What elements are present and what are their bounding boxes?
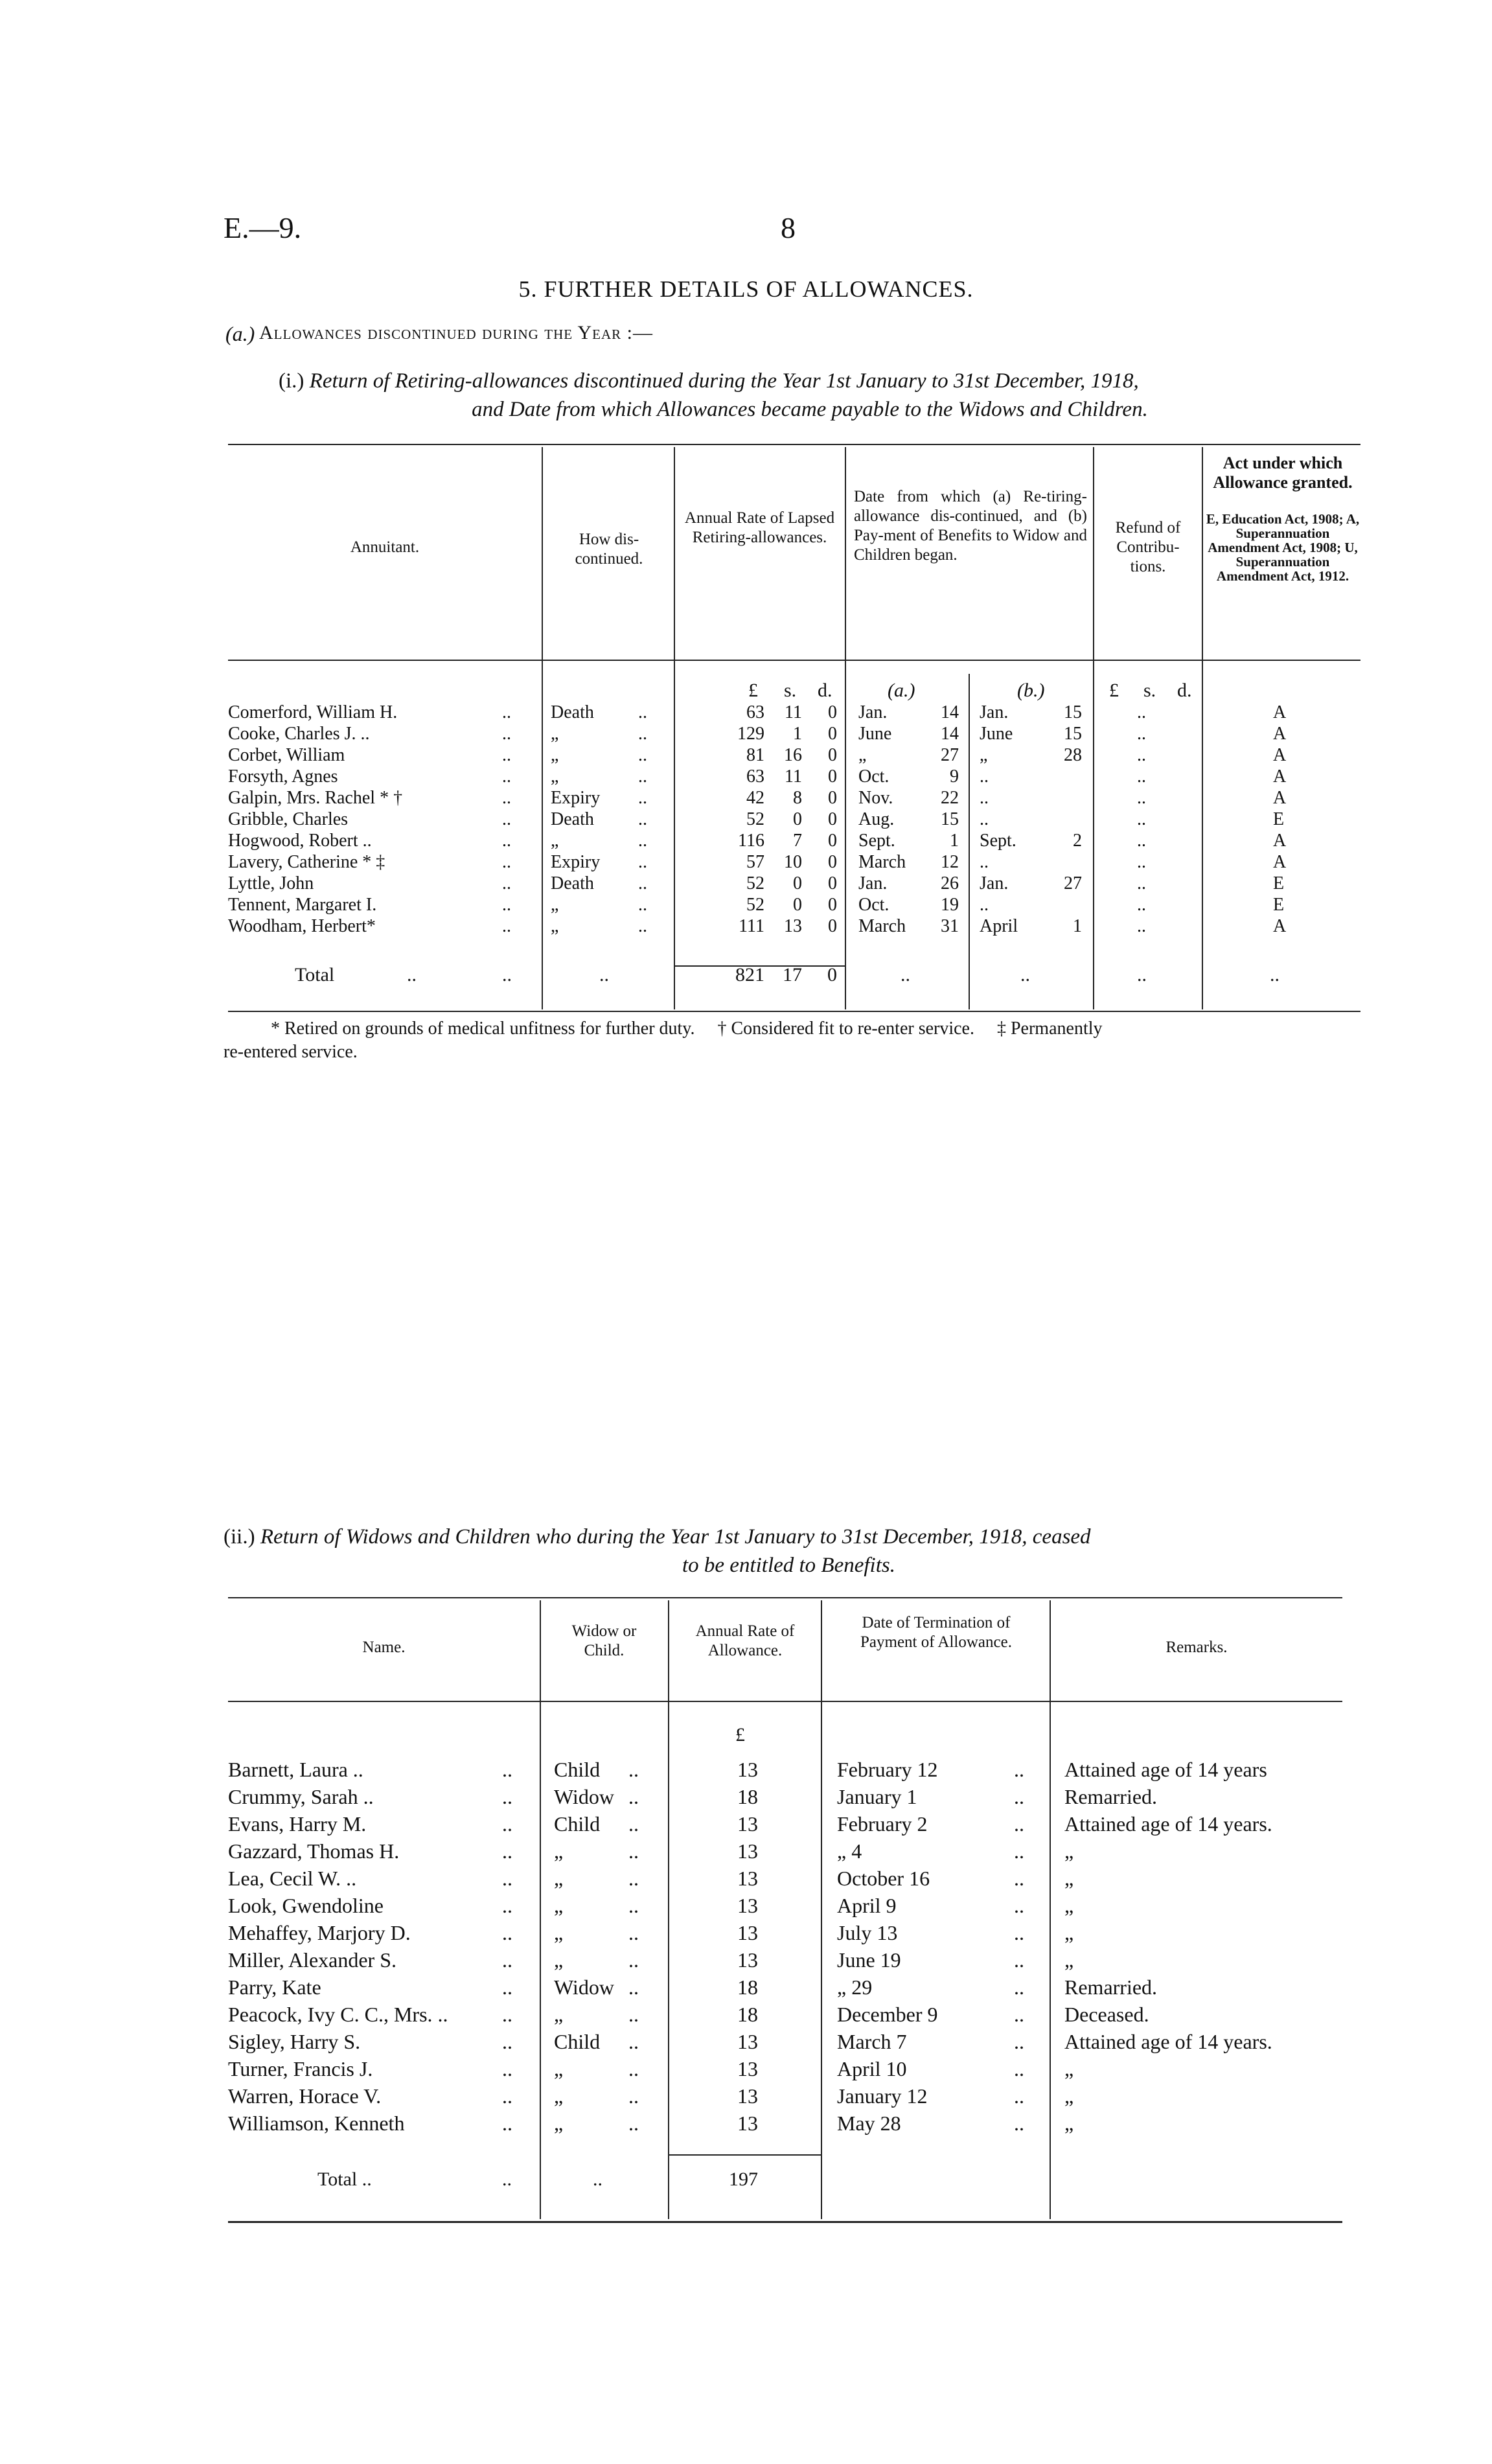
annual-shillings: 7	[793, 831, 802, 851]
how-discontinued: Expiry	[551, 852, 601, 872]
date-b-month: ..	[980, 809, 989, 829]
t1-total-how: ..	[599, 964, 609, 985]
t1-total-pence: 0	[827, 964, 837, 985]
widow-or-child: Child	[554, 1758, 601, 1781]
person-name: Gazzard, Thomas H.	[228, 1839, 400, 1863]
person-name: Lea, Cecil W. ..	[228, 1867, 357, 1890]
t2-total-wc: ..	[593, 2169, 603, 2190]
table2-caption-label: (ii.)	[224, 1525, 255, 1549]
table2-row: Miller, Alexander S. .. „ .. 13 June 19 .. „	[0, 1946, 1492, 1974]
termination-date: April 10	[837, 2057, 907, 2080]
how-discontinued: Death	[551, 873, 594, 893]
remarks: Attained age of 14 years	[1064, 1758, 1267, 1781]
date-a-day: 9	[950, 766, 959, 787]
table1-row: Lavery, Catherine * ‡ .. Expiry .. 57 10 0 March 12 .. .. A	[228, 852, 1287, 872]
date-b-month: ..	[980, 852, 989, 872]
act-code: A	[1273, 852, 1287, 872]
widow-or-child: „	[554, 1894, 564, 1917]
page-number: 8	[781, 211, 796, 244]
act-code: A	[1273, 788, 1287, 808]
annuitant-name: Galpin, Mrs. Rachel * †	[228, 788, 403, 808]
t1-unit-pound: £	[748, 680, 758, 701]
date-a-month: Sept.	[858, 831, 895, 851]
t2-header-remarks: Remarks.	[1165, 1639, 1228, 1656]
remarks: „	[1064, 1894, 1074, 1917]
person-name: Miller, Alexander S.	[228, 1948, 396, 1972]
date-b-day: 27	[1064, 873, 1082, 893]
annual-shillings: 16	[784, 745, 802, 765]
remarks: Attained age of 14 years.	[1064, 2030, 1272, 2053]
annual-amount: 13	[737, 1894, 758, 1917]
t1-footnote-1: * Retired on grounds of medical unfitness for further duty. † Considered fit to re-enter service. ‡ Permanently	[271, 1019, 1103, 1039]
how-discontinued: Expiry	[551, 788, 601, 808]
annual-shillings: 0	[793, 895, 802, 915]
annual-amount: 13	[737, 2112, 758, 2135]
table2-row: Evans, Harry M. .. Child .. 13 February 2 .. Attained age of 14 years.	[0, 1810, 1492, 1837]
date-b-month: June	[980, 724, 1013, 744]
date-b-month: Jan.	[980, 702, 1009, 722]
annual-pence: 0	[828, 831, 837, 851]
t1-total-act: ..	[1270, 964, 1280, 985]
t1-unit-refund-pence: d.	[1177, 680, 1192, 701]
how-discontinued: „	[551, 895, 559, 915]
annuitant-name: Woodham, Herbert*	[228, 916, 376, 936]
t1-header-date: Date from which (a) Re-tiring-allowance dis-continued, and (b) Pay-ment of Benefits to Widow and Children began.	[854, 488, 1087, 564]
annual-amount: 13	[737, 1839, 758, 1863]
termination-date: May 28	[837, 2112, 901, 2135]
person-name: Parry, Kate	[228, 1975, 321, 1999]
how-discontinued: „	[551, 724, 559, 744]
annual-pounds: 52	[746, 873, 764, 893]
table1-row: Corbet, William .. „ .. 81 16 0 „ 27 „ 28 .. A	[228, 745, 1287, 765]
t1-total-pounds: 821	[735, 964, 764, 985]
t2-header-widow: Widow or Child.	[571, 1622, 637, 1659]
t2-unit-pound: £	[735, 1724, 745, 1745]
annual-pounds: 129	[737, 724, 764, 744]
remarks: Remarried.	[1064, 1975, 1158, 1999]
t2-header-date: Date of Termination of Payment of Allowance.	[860, 1614, 1012, 1651]
annual-amount: 18	[737, 1975, 758, 1999]
subsection-a-text: Allowances discontinued during the Year :—	[259, 322, 654, 343]
annuitant-name: Cooke, Charles J. ..	[228, 724, 370, 744]
refund: ..	[1137, 895, 1146, 915]
annual-shillings: 13	[784, 916, 802, 936]
remarks: „	[1064, 2057, 1074, 2080]
date-b-day: 28	[1064, 745, 1082, 765]
annual-pence: 0	[828, 724, 837, 744]
table1-row: Galpin, Mrs. Rachel * † .. Expiry .. 42 8 0 Nov. 22 .. .. A	[228, 788, 1287, 808]
date-a-day: 12	[941, 852, 959, 872]
date-b-day: 15	[1064, 724, 1082, 744]
t1-total-row: Total .. .. .. 821 17 0 .. .. .. ..	[0, 962, 1492, 988]
table2-row: Parry, Kate .. Widow .. 18 „ 29 .. Remarried.	[0, 1974, 1492, 2001]
termination-date: January 12	[837, 2084, 928, 2108]
t1-total-label: Total	[295, 964, 335, 985]
section-title: 5. FURTHER DETAILS OF ALLOWANCES.	[518, 276, 974, 302]
annual-shillings: 1	[793, 724, 802, 744]
widow-or-child: „	[554, 2003, 564, 2026]
date-a-day: 22	[941, 788, 959, 808]
table2-row: Sigley, Harry S. .. Child .. 13 March 7 .. Attained age of 14 years.	[0, 2028, 1492, 2055]
table2-row: Crummy, Sarah .. .. Widow .. 18 January 1 .. Remarried.	[0, 1783, 1492, 1810]
t1-unit-refund-pound: £	[1109, 680, 1119, 701]
t1-footnote-2: re-entered service.	[224, 1042, 358, 1062]
annual-pounds: 81	[746, 745, 764, 765]
annual-pence: 0	[828, 873, 837, 893]
annual-pence: 0	[828, 702, 837, 722]
how-discontinued: „	[551, 766, 559, 787]
how-discontinued: „	[551, 831, 559, 851]
date-b-month: Sept.	[980, 831, 1016, 851]
table1-row: Hogwood, Robert .. .. „ .. 116 7 0 Sept. 1 Sept. 2 .. A	[228, 831, 1287, 851]
how-discontinued: „	[551, 916, 559, 936]
annual-pence: 0	[828, 916, 837, 936]
annual-pounds: 52	[746, 809, 764, 829]
termination-date: February 2	[837, 1812, 928, 1836]
table2-row: Peacock, Ivy C. C., Mrs. .. .. „ .. 18 December 9 .. Deceased.	[0, 2001, 1492, 2028]
act-code: E	[1273, 809, 1285, 829]
date-a-month: Jan.	[858, 702, 888, 722]
annual-pounds: 116	[738, 831, 764, 851]
widow-or-child: „	[554, 2112, 564, 2135]
table2-caption-line2: to be entitled to Benefits.	[682, 1554, 895, 1577]
t2-header-annual: Annual Rate of Allowance.	[695, 1622, 795, 1659]
remarks: „	[1064, 1948, 1074, 1972]
t1-header-annual: Annual Rate of Lapsed Retiring-allowances.	[684, 509, 835, 546]
annual-shillings: 11	[785, 702, 802, 722]
person-name: Barnett, Laura ..	[228, 1758, 363, 1781]
annual-pence: 0	[828, 745, 837, 765]
table1-row: Lyttle, John .. Death .. 52 0 0 Jan. 26 Jan. 27 .. E	[228, 873, 1285, 893]
termination-date: „ 29	[837, 1975, 873, 1999]
date-a-month: Aug.	[858, 809, 895, 829]
refund: ..	[1137, 852, 1146, 872]
annual-amount: 13	[737, 1758, 758, 1781]
table2-row: Gazzard, Thomas H. .. „ .. 13 „ 4 .. „	[0, 1837, 1492, 1865]
act-code: A	[1273, 766, 1287, 787]
t1-header-how: How dis-continued.	[575, 531, 643, 568]
act-code: A	[1273, 745, 1287, 765]
table2-row: Williamson, Kenneth .. „ .. 13 May 28 .. „	[0, 2110, 1492, 2137]
date-b-day: 2	[1073, 831, 1082, 851]
annual-shillings: 11	[785, 766, 802, 787]
annual-amount: 18	[737, 1785, 758, 1808]
annual-shillings: 0	[793, 809, 802, 829]
date-a-day: 14	[941, 724, 959, 744]
date-a-month: Nov.	[858, 788, 893, 808]
t2-total-amount: 197	[729, 2169, 758, 2190]
widow-or-child: „	[554, 1839, 564, 1863]
remarks: „	[1064, 1867, 1074, 1890]
how-discontinued: „	[551, 745, 559, 765]
remarks: „	[1064, 1839, 1074, 1863]
person-name: Sigley, Harry S.	[228, 2030, 361, 2053]
termination-date: March 7	[837, 2030, 907, 2053]
widow-or-child: Widow	[554, 1975, 614, 1999]
annual-shillings: 10	[784, 852, 802, 872]
person-name: Peacock, Ivy C. C., Mrs. ..	[228, 2003, 448, 2026]
date-a-month: March	[858, 916, 906, 936]
date-b-month: ..	[980, 895, 989, 915]
termination-date: „ 4	[837, 1839, 862, 1863]
date-a-month: March	[858, 852, 906, 872]
annual-amount: 13	[737, 1948, 758, 1972]
table1-caption-line2: and Date from which Allowances became payable to the Widows and Children.	[472, 398, 1148, 421]
refund: ..	[1137, 724, 1146, 744]
t2-unit-row	[0, 1722, 1492, 1748]
termination-date: June 19	[837, 1948, 901, 1972]
table2-row: Mehaffey, Marjory D. .. „ .. 13 July 13 .. „	[0, 1919, 1492, 1946]
widow-or-child: Child	[554, 1812, 601, 1836]
annuitant-name: Tennent, Margaret I.	[228, 895, 377, 915]
remarks: „	[1064, 2112, 1074, 2135]
annual-pounds: 63	[746, 702, 764, 722]
termination-date: October 16	[837, 1867, 930, 1890]
person-name: Mehaffey, Marjory D.	[228, 1921, 411, 1944]
annuitant-name: Gribble, Charles	[228, 809, 349, 829]
table1-caption-label: (i.)	[279, 369, 304, 393]
termination-date: January 1	[837, 1785, 917, 1808]
remarks: Attained age of 14 years.	[1064, 1812, 1272, 1836]
annual-pence: 0	[828, 852, 837, 872]
remarks: Remarried.	[1064, 1785, 1158, 1808]
t2-total-row: Total .. .. .. 197	[0, 2167, 1492, 2193]
person-name: Turner, Francis J.	[228, 2057, 373, 2080]
refund: ..	[1137, 831, 1146, 851]
table1-row: Woodham, Herbert* .. „ .. 111 13 0 March 31 April 1 .. A	[228, 916, 1287, 936]
widow-or-child: Widow	[554, 1785, 614, 1808]
t1-total-refund: ..	[1137, 964, 1147, 985]
annual-shillings: 8	[793, 788, 802, 808]
refund: ..	[1137, 873, 1146, 893]
how-discontinued: Death	[551, 702, 594, 722]
page-code: E.—9.	[224, 211, 302, 244]
person-name: Warren, Horace V.	[228, 2084, 382, 2108]
t2-total-label: Total ..	[317, 2169, 372, 2190]
table1-row: Gribble, Charles .. Death .. 52 0 0 Aug. 15 .. .. E	[228, 809, 1285, 829]
date-b-month: Jan.	[980, 873, 1009, 893]
termination-date: December 9	[837, 2003, 938, 2026]
annual-pence: 0	[828, 766, 837, 787]
t1-unit-col-a: (a.)	[888, 680, 915, 701]
person-name: Crummy, Sarah ..	[228, 1785, 374, 1808]
termination-date: July 13	[837, 1921, 898, 1944]
widow-or-child: „	[554, 2084, 564, 2108]
date-a-day: 27	[941, 745, 959, 765]
act-code: E	[1273, 873, 1285, 893]
annuitant-name: Lavery, Catherine * ‡	[228, 852, 385, 872]
refund: ..	[1137, 766, 1146, 787]
t1-header-act-detail: E, Education Act, 1908; A, Superannuation Amendment Act, 1908; U, Superannuation Amendment Act, 1912.	[1206, 511, 1360, 584]
annual-amount: 13	[737, 1867, 758, 1890]
annuitant-name: Forsyth, Agnes	[228, 766, 338, 787]
how-discontinued: Death	[551, 809, 594, 829]
annual-amount: 13	[737, 1921, 758, 1944]
refund: ..	[1137, 916, 1146, 936]
table2-row: Lea, Cecil W. .. .. „ .. 13 October 16 .. „	[0, 1865, 1492, 1892]
t1-unit-refund-shilling: s.	[1143, 680, 1156, 701]
annual-pence: 0	[828, 809, 837, 829]
annual-shillings: 0	[793, 873, 802, 893]
widow-or-child: „	[554, 2057, 564, 2080]
refund: ..	[1137, 745, 1146, 765]
person-name: Look, Gwendoline	[228, 1894, 384, 1917]
date-a-day: 1	[950, 831, 959, 851]
termination-date: February 12	[837, 1758, 938, 1781]
t2-header-name: Name.	[362, 1639, 406, 1656]
annual-pounds: 63	[746, 766, 764, 787]
date-a-day: 31	[941, 916, 959, 936]
t1-header-annuitant: Annuitant.	[350, 538, 420, 556]
t1-total-shillings: 17	[783, 964, 802, 985]
date-b-month: ..	[980, 766, 989, 787]
remarks: Deceased.	[1064, 2003, 1149, 2026]
annual-pence: 0	[828, 895, 837, 915]
annual-amount: 13	[737, 1812, 758, 1836]
annual-pounds: 42	[746, 788, 764, 808]
widow-or-child: „	[554, 1921, 564, 1944]
table2-row: Look, Gwendoline .. „ .. 13 April 9 .. „	[0, 1892, 1492, 1919]
table1-row: Cooke, Charles J. .. .. „ .. 129 1 0 June 14 June 15 .. A	[228, 724, 1287, 744]
t1-unit-shilling: s.	[784, 680, 797, 701]
date-b-day: 15	[1064, 702, 1082, 722]
subsection-a-label: (a.)	[225, 322, 255, 345]
annual-pence: 0	[828, 788, 837, 808]
widow-or-child: „	[554, 1867, 564, 1890]
t1-header-refund: Refund of Contribu-tions.	[1115, 519, 1181, 575]
act-code: A	[1273, 724, 1287, 744]
table1-row: Comerford, William H. .. Death .. 63 11 0 Jan. 14 Jan. 15 .. A	[228, 702, 1287, 722]
annual-amount: 18	[737, 2003, 758, 2026]
date-a-month: Jan.	[858, 873, 888, 893]
widow-or-child: Child	[554, 2030, 601, 2053]
act-code: A	[1273, 831, 1287, 851]
annuitant-name: Lyttle, John	[228, 873, 314, 893]
t1-unit-col-b: (b.)	[1017, 680, 1045, 701]
act-code: A	[1273, 916, 1287, 936]
table2-caption-line1: Return of Widows and Children who during the Year 1st January to 31st December, 1918, ceased	[260, 1525, 1091, 1549]
annuitant-name: Comerford, William H.	[228, 702, 398, 722]
act-code: A	[1273, 702, 1287, 722]
annuitant-name: Corbet, William	[228, 745, 345, 765]
date-a-month: „	[858, 745, 867, 765]
date-b-day: 1	[1073, 916, 1082, 936]
table1-row: Tennent, Margaret I. .. „ .. 52 0 0 Oct. 19 .. .. E	[228, 895, 1285, 915]
t1-total-b: ..	[1020, 964, 1030, 985]
annual-pounds: 57	[746, 852, 764, 872]
date-a-month: Oct.	[858, 895, 889, 915]
date-b-month: ..	[980, 788, 989, 808]
date-a-day: 14	[941, 702, 959, 722]
table2-row: Turner, Francis J. .. „ .. 13 April 10 .. „	[0, 2055, 1492, 2082]
table1-row: Forsyth, Agnes .. „ .. 63 11 0 Oct. 9 .. .. A	[228, 766, 1287, 787]
widow-or-child: „	[554, 1948, 564, 1972]
date-b-month: April	[980, 916, 1018, 936]
annuitant-name: Hogwood, Robert ..	[228, 831, 372, 851]
refund: ..	[1137, 809, 1146, 829]
date-a-month: June	[858, 724, 892, 744]
date-a-day: 19	[941, 895, 959, 915]
remarks: „	[1064, 1921, 1074, 1944]
table2-row: Barnett, Laura .. .. Child .. 13 February 12 .. Attained age of 14 years	[0, 1756, 1492, 1783]
table2-row: Warren, Horace V. .. „ .. 13 January 12 .. „	[0, 2082, 1492, 2110]
date-a-day: 15	[941, 809, 959, 829]
annual-amount: 13	[737, 2057, 758, 2080]
t1-total-a: ..	[901, 964, 910, 985]
date-a-month: Oct.	[858, 766, 889, 787]
act-code: E	[1273, 895, 1285, 915]
person-name: Williamson, Kenneth	[228, 2112, 405, 2135]
remarks: „	[1064, 2084, 1074, 2108]
person-name: Evans, Harry M.	[228, 1812, 367, 1836]
refund: ..	[1137, 702, 1146, 722]
annual-amount: 13	[737, 2030, 758, 2053]
annual-amount: 13	[737, 2084, 758, 2108]
t1-unit-pence: d.	[818, 680, 832, 701]
annual-pounds: 52	[746, 895, 764, 915]
termination-date: April 9	[837, 1894, 897, 1917]
date-a-day: 26	[941, 873, 959, 893]
table1-caption-line1: Return of Retiring-allowances discontinued during the Year 1st January to 31st December, 1918,	[309, 369, 1139, 393]
date-b-month: „	[980, 745, 988, 765]
annual-pounds: 111	[739, 916, 764, 936]
t1-header-act-title: Act under which Allowance granted.	[1213, 454, 1353, 492]
refund: ..	[1137, 788, 1146, 808]
